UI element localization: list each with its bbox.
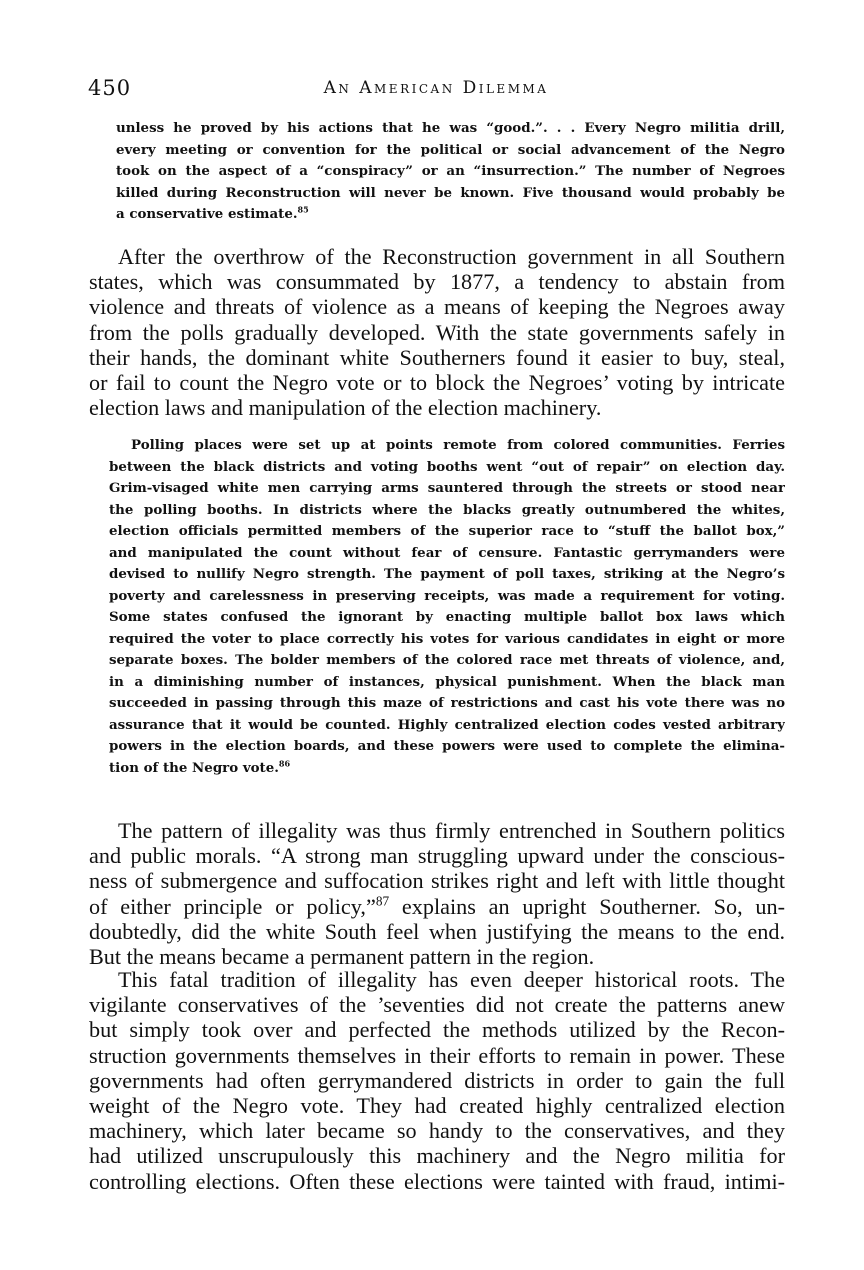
text-line: a conservative estimate.$^{85}$ [116,204,309,222]
page-header [88,76,784,106]
text-line: But the means became a permanent pattern in the region. [89,944,595,969]
text-line: ness of submergence and suffocation strikes right and left with little thought [89,868,785,894]
text-line: states, which was consummated by 1877, a tendency to abstain from [89,269,785,295]
text-line: doubtedly, did the white South feel when justifying the means to the end. [89,918,785,944]
running-title: An American Dilemma [323,78,549,98]
text-line: machinery, which later became so handy to the conservatives, and they [89,1118,785,1144]
text-line: every meeting or convention for the political or social advancement of the Negro [116,141,785,158]
text-line: controlling elections. Often these elections were tainted with fraud, intimi- [89,1168,785,1194]
text-line: After the overthrow of the Reconstruction government in all Southern [118,244,785,269]
text-line: tion of the Negro vote.$^{86}$ [109,758,291,776]
text-line: struction governments themselves in their efforts to remain in power. These [89,1042,785,1068]
text-line: assurance that it would be counted. Highly centralized election codes vested arbitrary [109,716,785,733]
text-segment: explains an upright Southerner. So, un- [389,893,785,919]
text-line: succeeded in passing through this maze of restrictions and cast his vote there was no [109,695,785,711]
text-line: and manipulated the count without fear of censure. Fantastic gerrymanders were [109,544,785,561]
text-line: vigilante conservatives of the ’seventies did not create the patterns anew [89,992,785,1018]
text-line: governments had often gerrymandered districts in order to gain the full [89,1067,785,1093]
text-line: their hands, the dominant white Southerners found it easier to buy, steal, [89,344,785,370]
text-line: between the black districts and voting booths went “out of repair” on election day. [109,458,785,475]
text-line: powers in the election boards, and these powers were used to complete the elimina- [109,738,785,754]
footnote-ref: 86 [278,758,291,769]
page-number: 450 [88,76,132,100]
text-line [89,894,785,919]
text-line: but simply took over and perfected the methods utilized by the Recon- [89,1017,785,1043]
text-line: required the voter to place correctly his votes for various candidates in eight or more [109,630,785,647]
text-line: unless he proved by his actions that he was “good.”. . . Every Negro militia drill, [116,120,785,136]
text-line: and public morals. “A strong man struggling upward under the conscious- [89,843,785,869]
text-line: Some states confused the ignorant by enacting multiple ballot box laws which [109,609,785,625]
text-line: the polling booths. In districts where the blacks greatly outnumbered the whites, [109,501,785,518]
text-segment: of either principle or policy,” [89,893,376,919]
text-line: The pattern of illegality was thus firmly entrenched in Southern politics [118,818,785,843]
text-line: This fatal tradition of illegality has even deeper historical roots. The [118,967,785,992]
text-line: took on the aspect of a “conspiracy” or an “insurrection.” The number of Negroes [116,163,785,179]
text-line: election laws and manipulation of the election machinery. [89,395,602,421]
text-line: weight of the Negro vote. They had created highly centralized election [89,1093,785,1118]
text-line: devised to nullify Negro strength. The payment of poll taxes, striking at the Negro’s [109,566,785,582]
footnote-ref: 87 [375,893,390,909]
text-line: violence and threats of violence as a means of keeping the Negroes away [89,294,785,320]
text-line: from the polls gradually developed. With the state governments safely in [89,319,785,345]
text-line: Polling places were set up at points remote from colored communities. Ferries [131,437,785,453]
text-line: killed during Reconstruction will never be known. Five thousand would probably be [116,184,785,201]
text-line: Grim-visaged white men carrying arms sauntered through the streets or stood near [109,480,785,496]
text-line: election officials permitted members of the superior race to “stuff the ballot box,” [109,523,785,539]
footnote-ref: 85 [297,204,309,215]
text-line: had utilized unscrupulously this machinery and the Negro militia for [89,1143,785,1169]
text-line: separate boxes. The bolder members of the colored race met threats of violence, and, [109,652,785,668]
text-line: in a diminishing number of instances, physical punishment. When the black man [109,673,785,690]
text-line: poverty and carelessness in preserving receipts, was made a requirement for voting. [109,587,785,604]
text-line: or fail to count the Negro vote or to block the Negroes’ voting by intricate [89,370,785,395]
